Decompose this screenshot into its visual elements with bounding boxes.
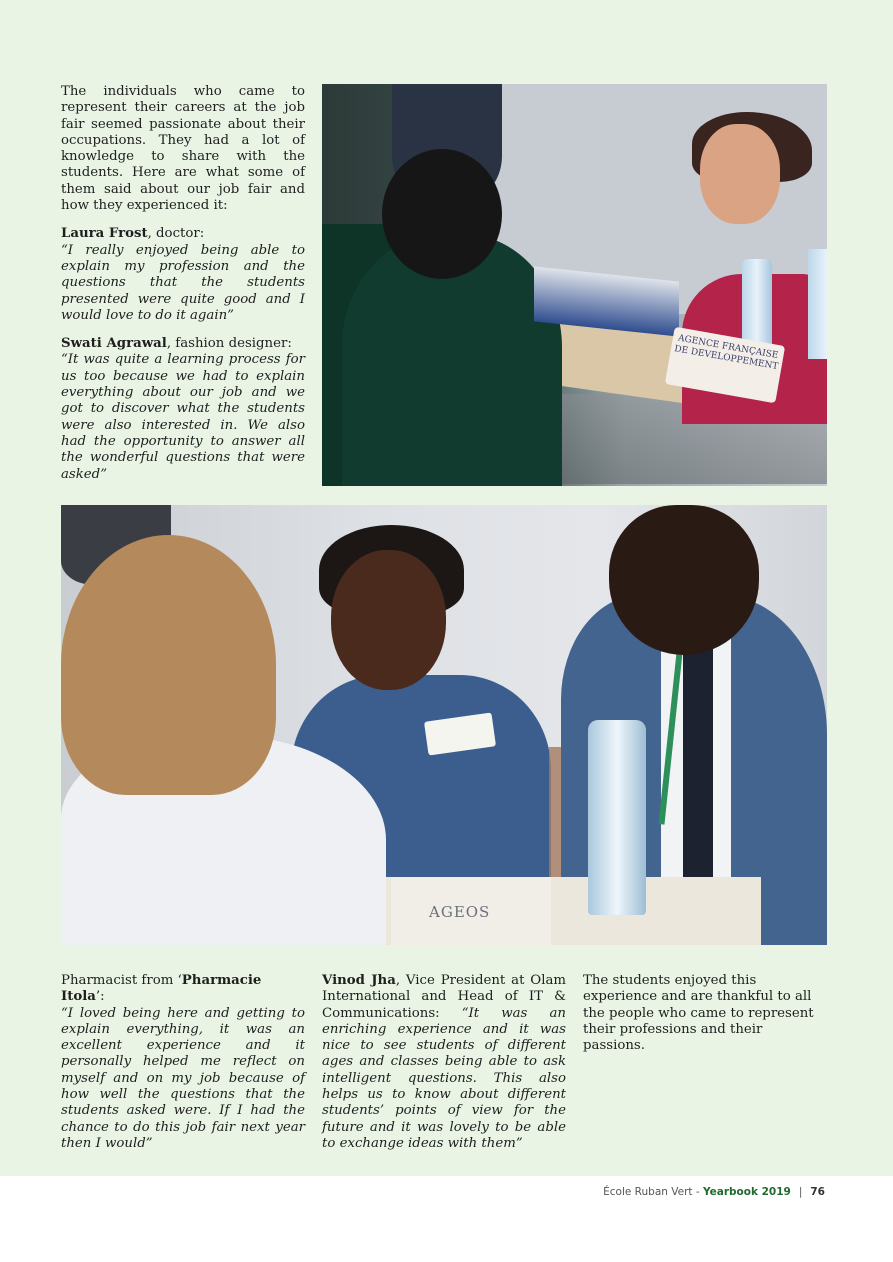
footer-school: École Ruban Vert - <box>603 1186 703 1198</box>
job-fair-photo-top <box>322 84 827 486</box>
intro-paragraph: The individuals who came to represent their careers at the job fair seemed passionate about their occupations. They had a lot of knowledge to share with the students. Here are what some of them said about our job fair and how they experienced it: <box>61 84 305 214</box>
testimonial-pharmacie-itola <box>61 973 305 1152</box>
testimonial-role: , doctor: <box>147 226 205 242</box>
testimonial-laura-frost <box>61 226 305 324</box>
testimonial-vinod-jha <box>322 973 566 1152</box>
testimonial-name: Swati Agrawal <box>61 336 167 352</box>
closing-paragraph: The students enjoyed this experience and are thankful to all the people who came to represent their professions and their passions. <box>583 973 814 1054</box>
testimonial-name: Laura Frost <box>61 226 148 242</box>
testimonial-quote: “It was quite a learning process for us too because we had to explain everything about our job and we got to discover what the students were also interested in. We also had the opportunity to answer all the wonderful questions that were asked” <box>61 352 305 482</box>
job-fair-photo-bottom <box>61 505 827 945</box>
photo-table-card: AGEOS <box>391 877 551 945</box>
intro-column <box>61 84 305 495</box>
testimonial-name: Vinod Jha <box>322 973 396 988</box>
photo-nameplate: AGENCE FRANÇAISE DE DEVELOPPEMENT <box>665 327 785 404</box>
testimonial-quote: “I loved being here and getting to explain everything, it was an excellent experience and it personally helped me reflect on myself and on my job because of how well the questions that the students asked were. If I had the chance to do this job fair next year then I would” <box>61 1005 305 1151</box>
testimonial-role: , fashion designer: <box>166 336 292 352</box>
footer-publication: Yearbook 2019 <box>702 1186 791 1198</box>
testimonial-prefix: Pharmacist from ‘ <box>61 973 182 988</box>
testimonial-role: ’: <box>95 989 105 1005</box>
testimonial-quote: “It was an enriching experience and it was nice to see students of different ages and classes being able to ask intelligent questions. This also helps us to know about different students’ points of view for the future and it was lovely to be able to exchange ideas with them” <box>322 1005 566 1151</box>
page-number: 76 <box>810 1186 825 1198</box>
testimonial-role: , Vice President at Olam International and Head of IT & Communications: <box>322 973 566 1021</box>
testimonial-name: Pharmacie Itola <box>61 973 262 1005</box>
footer-separator: | <box>798 1186 803 1198</box>
testimonial-quote: “I really enjoyed being able to explain my profession and the questions that the students presented were quite good and I would love to do it again” <box>61 242 305 323</box>
testimonial-swati-agrawal <box>61 336 305 483</box>
closing-column <box>583 973 828 1054</box>
page-footer <box>0 1186 825 1198</box>
